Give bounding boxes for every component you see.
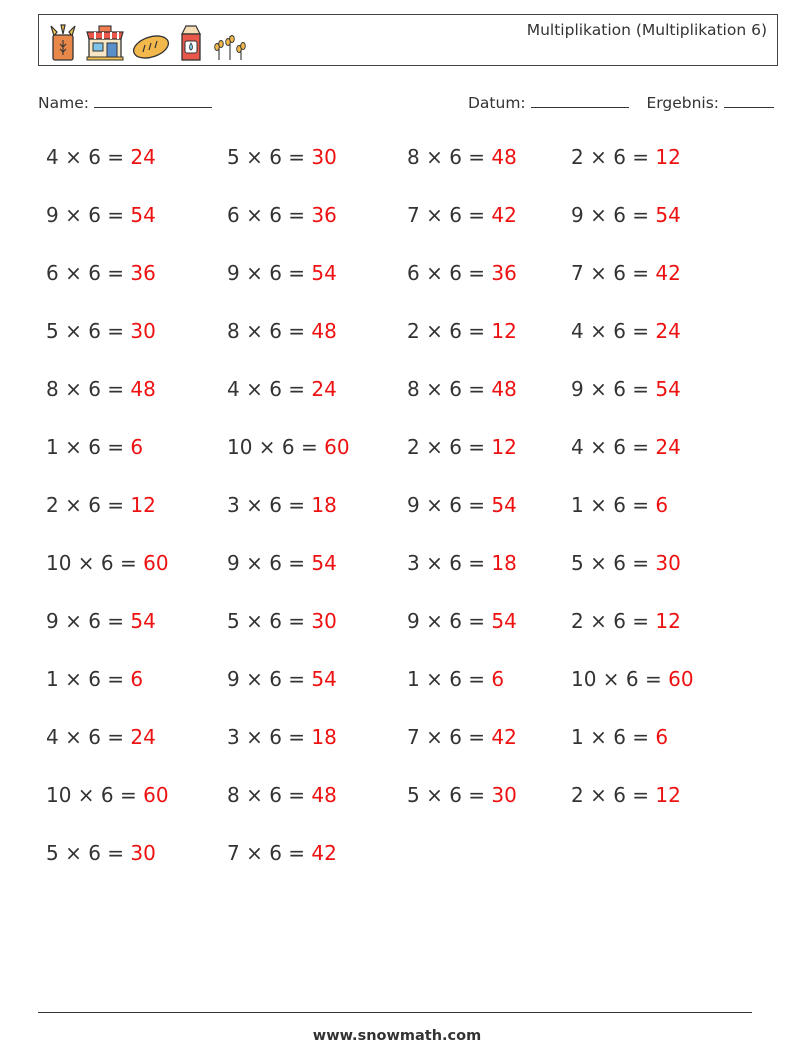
problem-answer: 18 (311, 725, 337, 749)
problem-question: 9 × 6 = (227, 261, 312, 285)
problem-answer: 18 (491, 551, 517, 575)
problem-question: 3 × 6 = (227, 725, 312, 749)
problem-question: 8 × 6 = (407, 377, 492, 401)
name-label: Name: (38, 94, 89, 112)
problem-answer: 30 (311, 145, 337, 169)
multiplication-problem (571, 435, 681, 459)
multiplication-problem (46, 377, 156, 401)
problem-answer: 36 (311, 203, 337, 227)
multiplication-problem (571, 725, 668, 749)
problem-question: 7 × 6 = (407, 725, 492, 749)
multiplication-problem (46, 551, 169, 575)
wheat-bag-icon (47, 24, 79, 62)
problem-answer: 54 (130, 203, 156, 227)
problem-answer: 30 (655, 551, 681, 575)
problem-answer: 54 (130, 609, 156, 633)
multiplication-problem (46, 145, 156, 169)
problem-question: 1 × 6 = (571, 725, 656, 749)
problem-question: 7 × 6 = (407, 203, 492, 227)
problem-question: 6 × 6 = (407, 261, 492, 285)
multiplication-problem (571, 667, 694, 691)
problem-question: 5 × 6 = (571, 551, 656, 575)
multiplication-problem (46, 841, 156, 865)
problem-question: 8 × 6 = (46, 377, 131, 401)
multiplication-problem (571, 377, 681, 401)
problem-question: 10 × 6 = (571, 667, 669, 691)
problem-question: 1 × 6 = (571, 493, 656, 517)
problem-answer: 24 (655, 435, 681, 459)
worksheet-header (38, 14, 778, 66)
problem-answer: 54 (491, 609, 517, 633)
worksheet-title: Multiplikation (Multiplikation 6) (526, 21, 767, 39)
multiplication-problem (407, 725, 517, 749)
multiplication-problem (227, 725, 337, 749)
date-blank-line[interactable] (531, 107, 629, 108)
problem-question: 7 × 6 = (227, 841, 312, 865)
problem-answer: 60 (143, 783, 169, 807)
problem-answer: 48 (491, 145, 517, 169)
milk-carton-icon (177, 24, 205, 62)
problem-answer: 54 (311, 551, 337, 575)
problem-question: 10 × 6 = (227, 435, 325, 459)
multiplication-problem (227, 551, 337, 575)
footer-url: www.snowmath.com (312, 1028, 482, 1044)
problem-answer: 12 (655, 145, 681, 169)
problem-answer: 42 (655, 261, 681, 285)
problem-answer: 60 (668, 667, 694, 691)
problem-question: 1 × 6 = (46, 435, 131, 459)
problem-question: 5 × 6 = (227, 145, 312, 169)
multiplication-problem (571, 203, 681, 227)
multiplication-problem (407, 493, 517, 517)
problem-question: 9 × 6 = (227, 667, 312, 691)
problem-question: 5 × 6 = (46, 319, 131, 343)
problem-answer: 30 (311, 609, 337, 633)
problem-question: 2 × 6 = (407, 319, 492, 343)
problem-question: 4 × 6 = (227, 377, 312, 401)
problem-answer: 24 (130, 725, 156, 749)
problem-question: 8 × 6 = (407, 145, 492, 169)
multiplication-problem (46, 609, 156, 633)
problem-question: 6 × 6 = (46, 261, 131, 285)
problem-question: 9 × 6 = (571, 377, 656, 401)
problem-question: 4 × 6 = (46, 145, 131, 169)
multiplication-problem (407, 145, 517, 169)
multiplication-problem (46, 725, 156, 749)
wheat-stalks-icon (211, 32, 249, 62)
multiplication-problem (46, 319, 156, 343)
problem-question: 7 × 6 = (571, 261, 656, 285)
problem-answer: 48 (491, 377, 517, 401)
multiplication-problem (227, 261, 337, 285)
problem-question: 5 × 6 = (227, 609, 312, 633)
multiplication-problem (46, 667, 143, 691)
problem-question: 9 × 6 = (227, 551, 312, 575)
multiplication-problem (571, 261, 681, 285)
problem-question: 4 × 6 = (571, 319, 656, 343)
problem-answer: 6 (130, 435, 144, 459)
problem-answer: 24 (655, 319, 681, 343)
multiplication-problem (227, 841, 337, 865)
multiplication-problem (46, 261, 156, 285)
problem-question: 2 × 6 = (407, 435, 492, 459)
problem-answer: 48 (311, 319, 337, 343)
problem-answer: 24 (130, 145, 156, 169)
problem-answer: 24 (311, 377, 337, 401)
multiplication-problem (407, 667, 504, 691)
problem-answer: 6 (130, 667, 144, 691)
multiplication-problem (407, 435, 517, 459)
problem-question: 2 × 6 = (571, 609, 656, 633)
problem-answer: 18 (311, 493, 337, 517)
problem-question: 2 × 6 = (46, 493, 131, 517)
problem-answer: 60 (324, 435, 350, 459)
problem-question: 9 × 6 = (407, 493, 492, 517)
problem-answer: 54 (655, 377, 681, 401)
problem-answer: 48 (311, 783, 337, 807)
multiplication-problem (407, 261, 517, 285)
problem-question: 10 × 6 = (46, 551, 144, 575)
problem-answer: 54 (655, 203, 681, 227)
multiplication-problem (227, 203, 337, 227)
problem-question: 9 × 6 = (46, 609, 131, 633)
problem-question: 10 × 6 = (46, 783, 144, 807)
footer-divider (38, 1012, 752, 1013)
multiplication-problem (571, 551, 681, 575)
problem-question: 9 × 6 = (571, 203, 656, 227)
multiplication-problem (227, 319, 337, 343)
multiplication-problem (46, 203, 156, 227)
problem-answer: 30 (130, 841, 156, 865)
name-field[interactable] (38, 94, 212, 112)
multiplication-problem (407, 377, 517, 401)
problem-question: 2 × 6 = (571, 783, 656, 807)
bread-loaf-icon (131, 30, 171, 62)
header-icons (47, 22, 249, 62)
multiplication-problem (227, 783, 337, 807)
problem-answer: 54 (311, 261, 337, 285)
multiplication-problem (571, 783, 681, 807)
problem-question: 3 × 6 = (407, 551, 492, 575)
problem-answer: 12 (491, 319, 517, 343)
result-blank-line[interactable] (724, 107, 774, 108)
problem-answer: 30 (130, 319, 156, 343)
problem-answer: 36 (491, 261, 517, 285)
problem-question: 6 × 6 = (227, 203, 312, 227)
problem-question: 2 × 6 = (571, 145, 656, 169)
multiplication-problem (407, 319, 517, 343)
date-label: Datum: (468, 94, 526, 112)
problem-answer: 12 (655, 783, 681, 807)
problem-question: 4 × 6 = (571, 435, 656, 459)
bakery-shop-icon (85, 24, 125, 62)
problem-answer: 6 (655, 725, 669, 749)
problem-question: 9 × 6 = (407, 609, 492, 633)
problem-answer: 12 (655, 609, 681, 633)
problem-answer: 36 (130, 261, 156, 285)
name-blank-line[interactable] (94, 107, 212, 108)
problem-question: 5 × 6 = (407, 783, 492, 807)
multiplication-problem (227, 377, 337, 401)
problem-answer: 48 (130, 377, 156, 401)
multiplication-problem (407, 783, 517, 807)
multiplication-problem (227, 493, 337, 517)
problem-question: 8 × 6 = (227, 319, 312, 343)
multiplication-problem (571, 319, 681, 343)
problem-answer: 54 (491, 493, 517, 517)
multiplication-problem (46, 435, 143, 459)
problem-answer: 42 (491, 203, 517, 227)
problem-answer: 42 (491, 725, 517, 749)
problem-answer: 12 (130, 493, 156, 517)
multiplication-problem (46, 783, 169, 807)
multiplication-problem (227, 609, 337, 633)
multiplication-problem (407, 203, 517, 227)
problem-question: 1 × 6 = (46, 667, 131, 691)
problem-answer: 12 (491, 435, 517, 459)
multiplication-problem (227, 145, 337, 169)
problem-answer: 6 (655, 493, 669, 517)
problem-question: 5 × 6 = (46, 841, 131, 865)
problem-question: 1 × 6 = (407, 667, 492, 691)
multiplication-problem (571, 145, 681, 169)
problem-question: 9 × 6 = (46, 203, 131, 227)
multiplication-problem (227, 667, 337, 691)
problem-question: 4 × 6 = (46, 725, 131, 749)
date-result-fields (468, 94, 774, 112)
problem-answer: 30 (491, 783, 517, 807)
multiplication-problem (571, 609, 681, 633)
problem-question: 8 × 6 = (227, 783, 312, 807)
multiplication-problem (46, 493, 156, 517)
result-label: Ergebnis: (646, 94, 720, 112)
problem-answer: 6 (491, 667, 505, 691)
problem-answer: 60 (143, 551, 169, 575)
multiplication-problem (227, 435, 350, 459)
multiplication-problem (407, 551, 517, 575)
problem-answer: 42 (311, 841, 337, 865)
problem-question: 3 × 6 = (227, 493, 312, 517)
multiplication-problem (571, 493, 668, 517)
problem-answer: 54 (311, 667, 337, 691)
multiplication-problem (407, 609, 517, 633)
